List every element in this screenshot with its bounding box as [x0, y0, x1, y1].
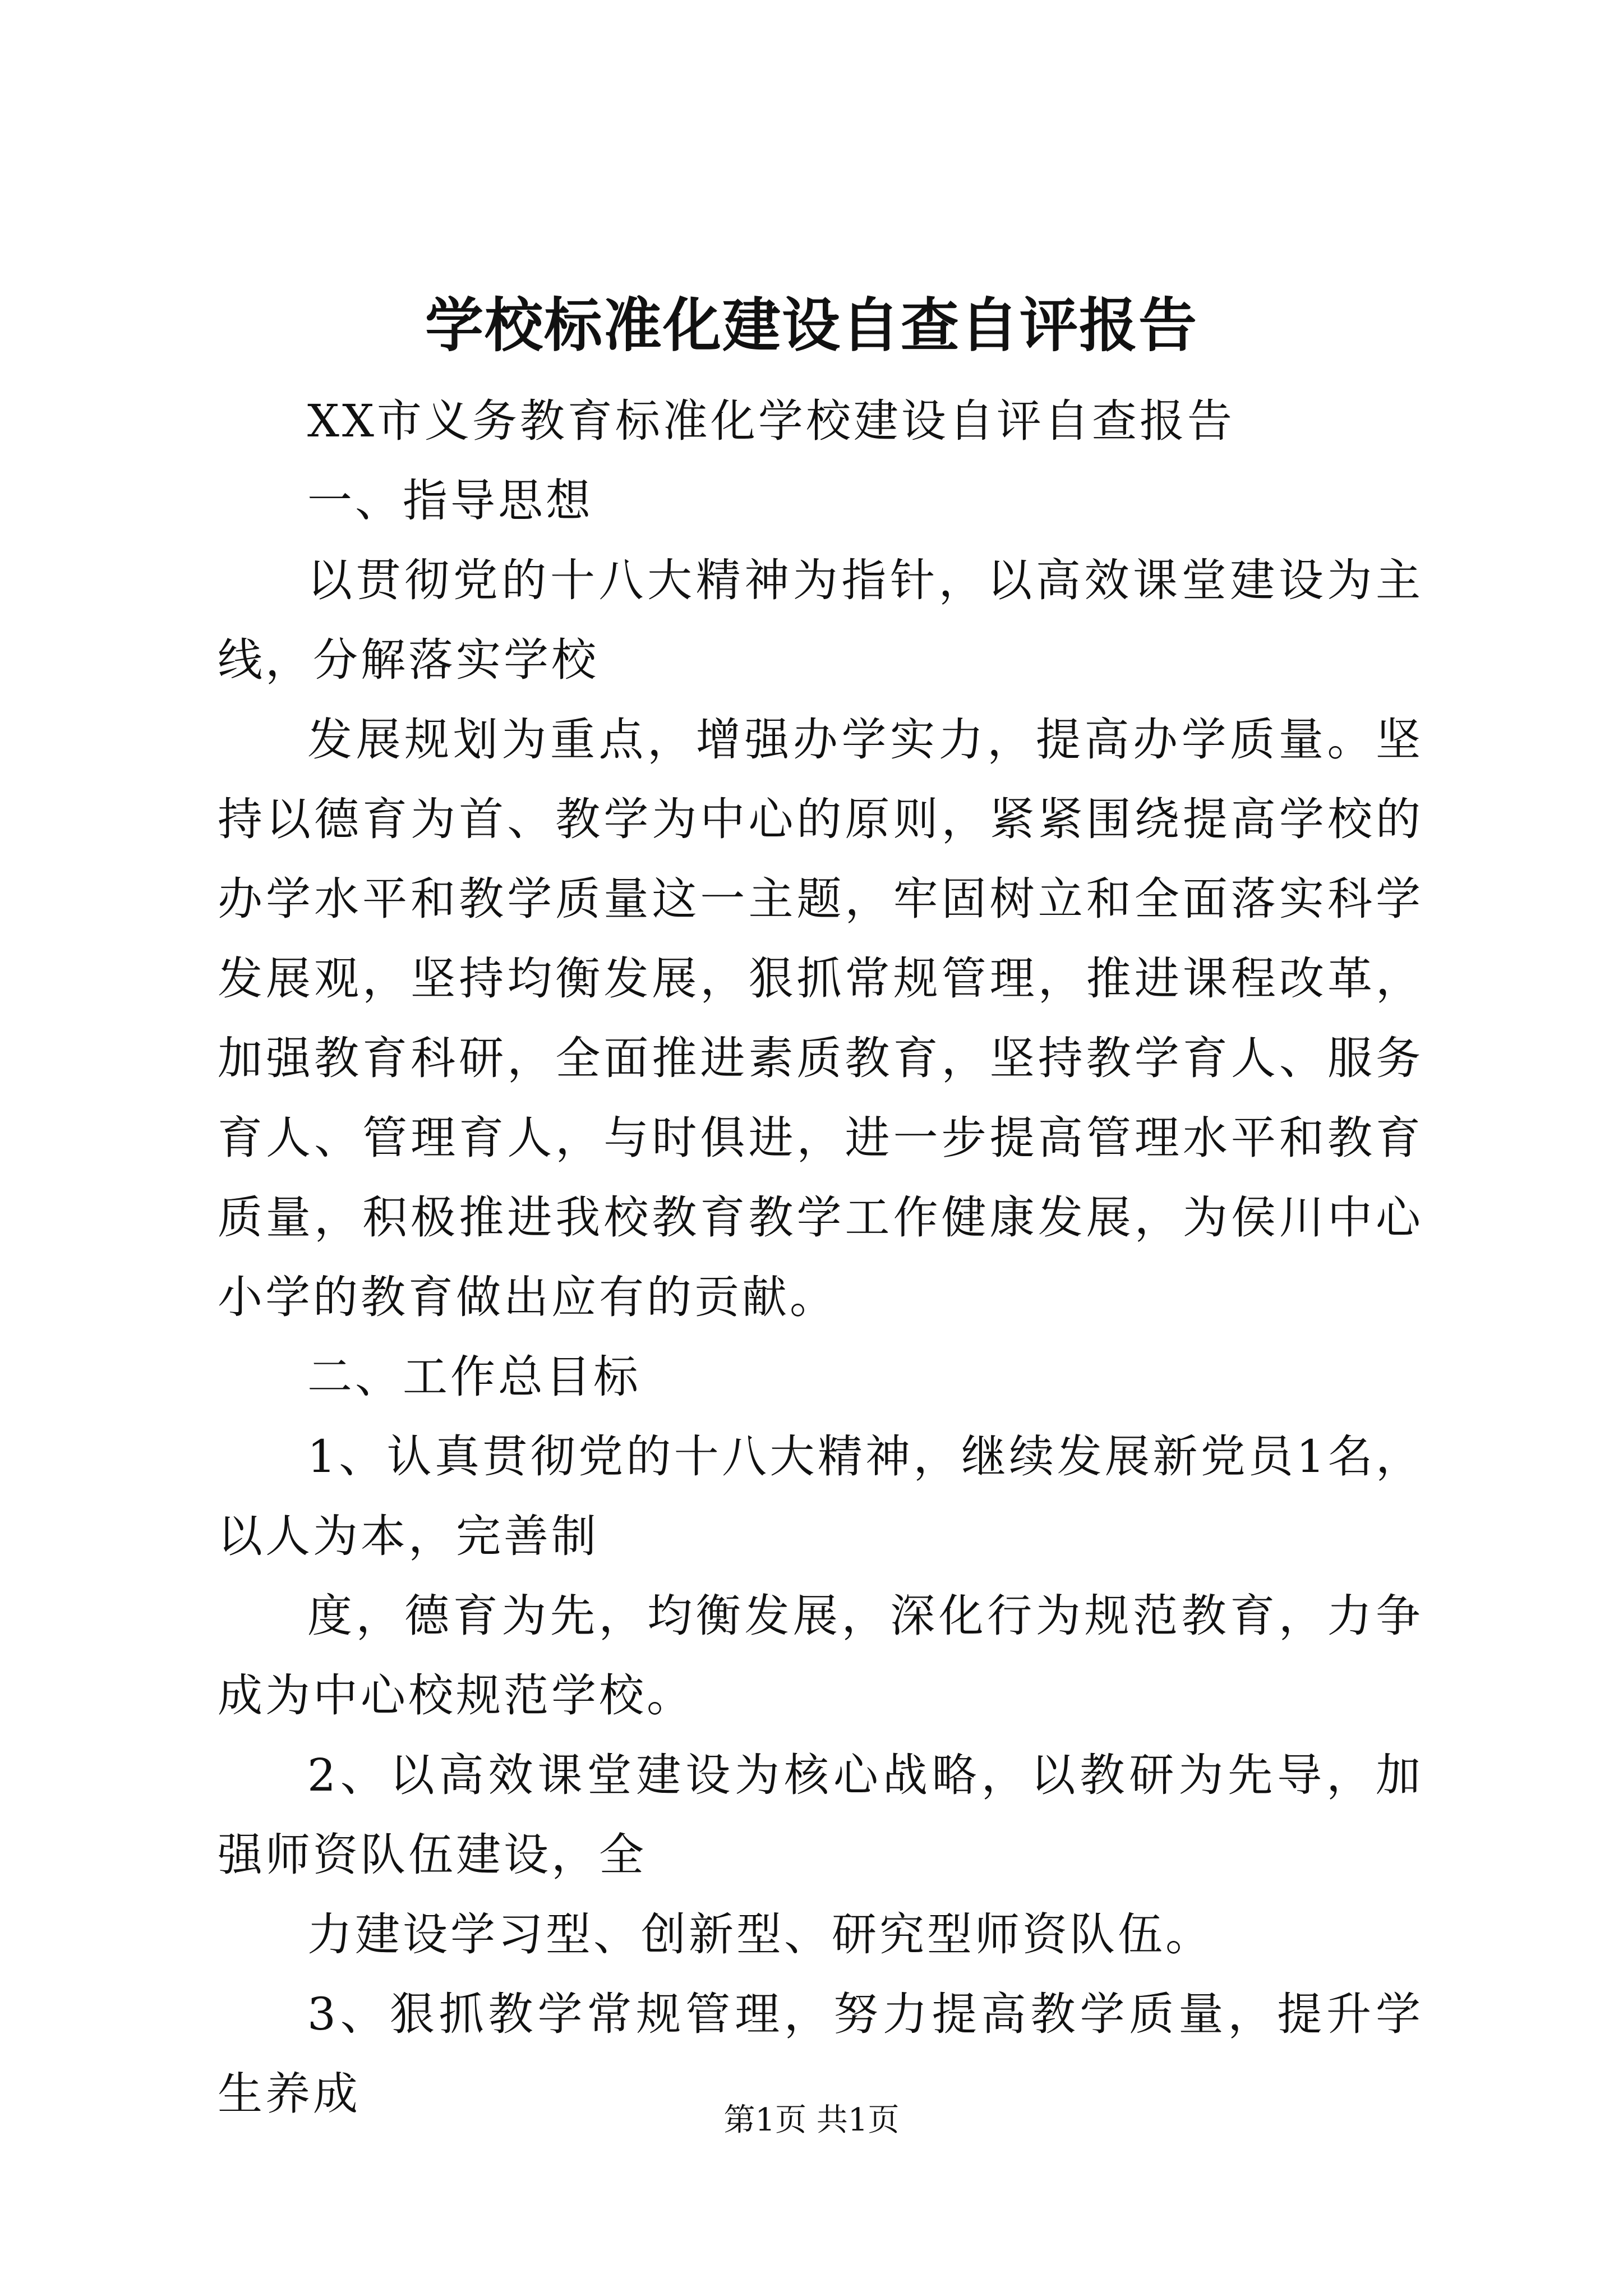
paragraph: 1、认真贯彻党的十八大精神，继续发展新党员1名，以人为本，完善制 — [218, 1430, 1423, 1562]
paragraph: 以贯彻党的十八大精神为指针，以高效课堂建设为主线，分解落实学校 — [218, 554, 1423, 686]
paragraph-section-heading-1: 一、指导思想 — [307, 475, 593, 527]
paragraph: 度，德育为先，均衡发展，深化行为规范教育，力争成为中心校规范学校。 — [218, 1590, 1423, 1722]
paragraph: 2、以高效课堂建设为核心战略，以教研为先导，加强师资队伍建设，全 — [218, 1749, 1423, 1881]
paragraph: 发展规划为重点，增强办学实力，提高办学质量。坚持以德育为首、教学为中心的原则，紧紧围绕提高学校的办学水平和教学质量这一主题，牢固树立和全面落实科学发展观，坚持均衡发展，狠抓常规管理，推进课程改革，加强教育科研，全面推进素质教育，坚持教学育人、服务育人、管理育人，与时俱进，进一步提高管理水平和教育质量，积极推进我校教育教学工作健康发展，为侯川中心小学的教育做出应有的贡献。 — [218, 714, 1423, 1323]
paragraph: 3、狠抓教学常规管理，努力提高教学质量，提升学生养成 — [218, 1988, 1423, 2120]
paragraph-section-heading-2: 二、工作总目标 — [307, 1351, 641, 1403]
paragraph: 力建设学习型、创新型、研究型师资队伍。 — [307, 1908, 1213, 1961]
document-title: 学校标准化建设自查自评报告 — [425, 291, 1198, 360]
paragraph-subtitle: XX市义务教育标准化学校建设自评自查报告 — [307, 395, 1235, 447]
document-body — [218, 381, 1423, 2134]
page-number-footer: 第1页 共1页 — [723, 2102, 900, 2138]
